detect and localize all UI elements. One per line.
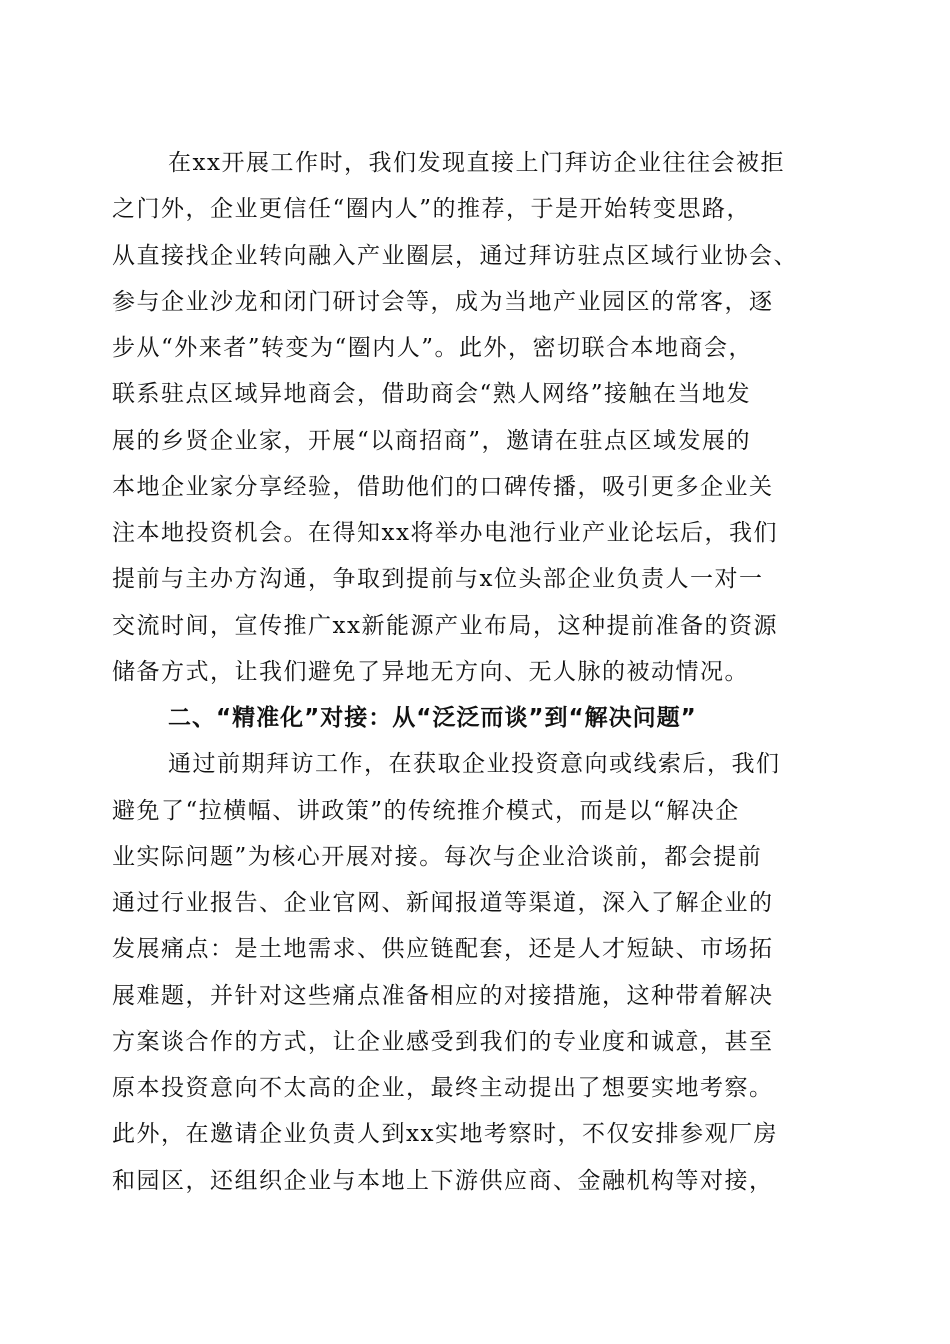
paragraph-1-line: 从直接找企业转向融入产业圈层，通过拜访驻点区域行业协会、 bbox=[112, 242, 798, 269]
paragraph-1-line: 储备方式，让我们避免了异地无方向、无人脉的被动情况。 bbox=[112, 658, 749, 685]
paragraph-2-line: 方案谈合作的方式，让企业感受到我们的专业度和诚意，甚至 bbox=[112, 1028, 774, 1055]
paragraph-2-line: 通过前期拜访工作，在获取企业投资意向或线索后，我们 bbox=[168, 751, 781, 778]
paragraph-2-line: 通过行业报告、企业官网、新闻报道等渠道，深入了解企业的 bbox=[112, 890, 774, 916]
paragraph-1-line: 步从“外来者”转变为“圈内人”。此外，密切联合本地商会， bbox=[112, 335, 754, 361]
paragraph-1-line: 提前与主办方沟通，争取到提前与x位头部企业负责人一对一 bbox=[112, 566, 764, 593]
paragraph-2-line: 原本投资意向不太高的企业，最终主动提出了想要实地考察。 bbox=[112, 1075, 774, 1101]
paragraph-1-line: 联系驻点区域异地商会，借助商会“熟人网络”接触在当地发 bbox=[112, 381, 752, 408]
paragraph-2-line: 业实际问题”为核心开展对接。每次与企业洽谈前，都会提前 bbox=[112, 843, 763, 870]
paragraph-1-line: 注本地投资机会。在得知xx将举办电池行业产业论坛后，我们 bbox=[112, 520, 778, 546]
paragraph-2-line: 避免了“拉横幅、讲政策”的传统推介模式，而是以“解决企 bbox=[112, 797, 740, 824]
paragraph-1-line: 交流时间，宣传推广xx新能源产业布局，这种提前准备的资源 bbox=[112, 612, 778, 639]
paragraph-2-line: 展难题，并针对这些痛点准备相应的对接措施，这种带着解决 bbox=[112, 982, 774, 1009]
paragraph-1-line: 本地企业家分享经验，借助他们的口碑传播，吸引更多企业关 bbox=[112, 473, 774, 500]
paragraph-1-line: 在xx开展工作时，我们发现直接上门拜访企业往往会被拒 bbox=[168, 150, 785, 176]
paragraph-1-line: 展的乡贤企业家，开展“以商招商”，邀请在驻点区域发展的 bbox=[112, 427, 752, 454]
section-heading: 二、“精准化”对接：从“泛泛而谈”到“解决问题” bbox=[168, 705, 697, 731]
document-body bbox=[112, 140, 842, 1204]
paragraph-1-line: 之门外，企业更信任“圈内人”的推荐，于是开始转变思路， bbox=[112, 196, 752, 223]
paragraph-2-line: 和园区，还组织企业与本地上下游供应商、金融机构等对接， bbox=[112, 1167, 774, 1194]
paragraph-2-line: 此外，在邀请企业负责人到xx实地考察时，不仅安排参观厂房 bbox=[112, 1121, 778, 1148]
paragraph-1-line: 参与企业沙龙和闭门研讨会等，成为当地产业园区的常客，逐 bbox=[112, 288, 774, 315]
paragraph-2-line: 发展痛点：是土地需求、供应链配套，还是人才短缺、市场拓 bbox=[112, 936, 774, 963]
